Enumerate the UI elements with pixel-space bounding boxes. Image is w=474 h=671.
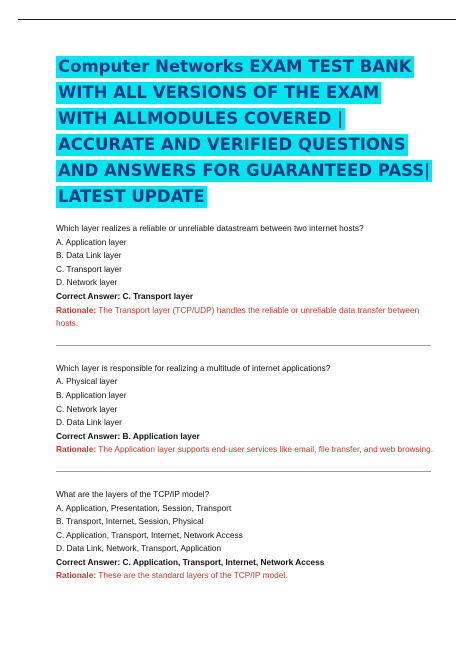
option-d: D. Data Link, Network, Transport, Application (56, 543, 222, 554)
correct-answer: Correct Answer: B. Application layer (56, 430, 200, 441)
title-highlight: Computer Networks EXAM TEST BANK WITH ALL VERSIONS OF THE EXAM WITH ALLMODULES COVERED | ACCURATE AND VERIFIED QUESTIONS AND ANSWERS FOR GUARANTEED PASS| LATEST UPDATE (58, 57, 431, 206)
rationale-label: Rationale: (56, 570, 97, 581)
option-a: A. Physical layer (56, 376, 118, 387)
rationale-text: The Transport layer (TCP/UDP) handles the reliable or unreliable data transfer between hosts. (56, 304, 420, 329)
document-body (56, 54, 434, 583)
option-b: B. Transport, Internet, Session, Physical (56, 516, 204, 527)
rationale (56, 304, 434, 331)
top-divider (18, 19, 456, 20)
option-d: D. Network layer (56, 277, 118, 288)
rationale-text: The Application layer supports end-user services like email, file transfer, and web browsing. (98, 444, 434, 455)
option-d: D. Data Link layer (56, 417, 122, 428)
question-block-2 (56, 362, 434, 457)
question-block-3 (56, 488, 434, 583)
option-c: C. Network layer (56, 403, 118, 414)
question-text: What are the layers of the TCP/IP model? (56, 488, 210, 499)
correct-answer: Correct Answer: C. Application, Transport, Internet, Network Access (56, 556, 325, 567)
option-c: C. Application, Transport, Internet, Network Access (56, 529, 243, 540)
question-text: Which layer realizes a reliable or unreliable datastream between two internet hosts? (56, 223, 364, 233)
document-title (56, 54, 434, 210)
option-c: C. Transport layer (56, 263, 122, 274)
rationale (56, 443, 434, 457)
option-b: B. Application layer (56, 389, 127, 400)
rationale (56, 569, 434, 583)
correct-answer: Correct Answer: C. Transport layer (56, 290, 194, 301)
question-text: Which layer is responsible for realizing a multitude of internet applications? (56, 362, 331, 373)
rationale-label: Rationale: (56, 304, 97, 315)
question-divider (56, 345, 431, 346)
question-divider (56, 471, 431, 472)
option-a: A. Application layer (56, 236, 127, 247)
rationale-label: Rationale: (56, 444, 97, 455)
option-a: A. Application, Presentation, Session, Transport (56, 502, 232, 513)
option-b: B. Data Link layer (56, 250, 122, 261)
question-block-1 (56, 222, 434, 331)
rationale-text: These are the standard layers of the TCP/IP model. (98, 570, 288, 581)
